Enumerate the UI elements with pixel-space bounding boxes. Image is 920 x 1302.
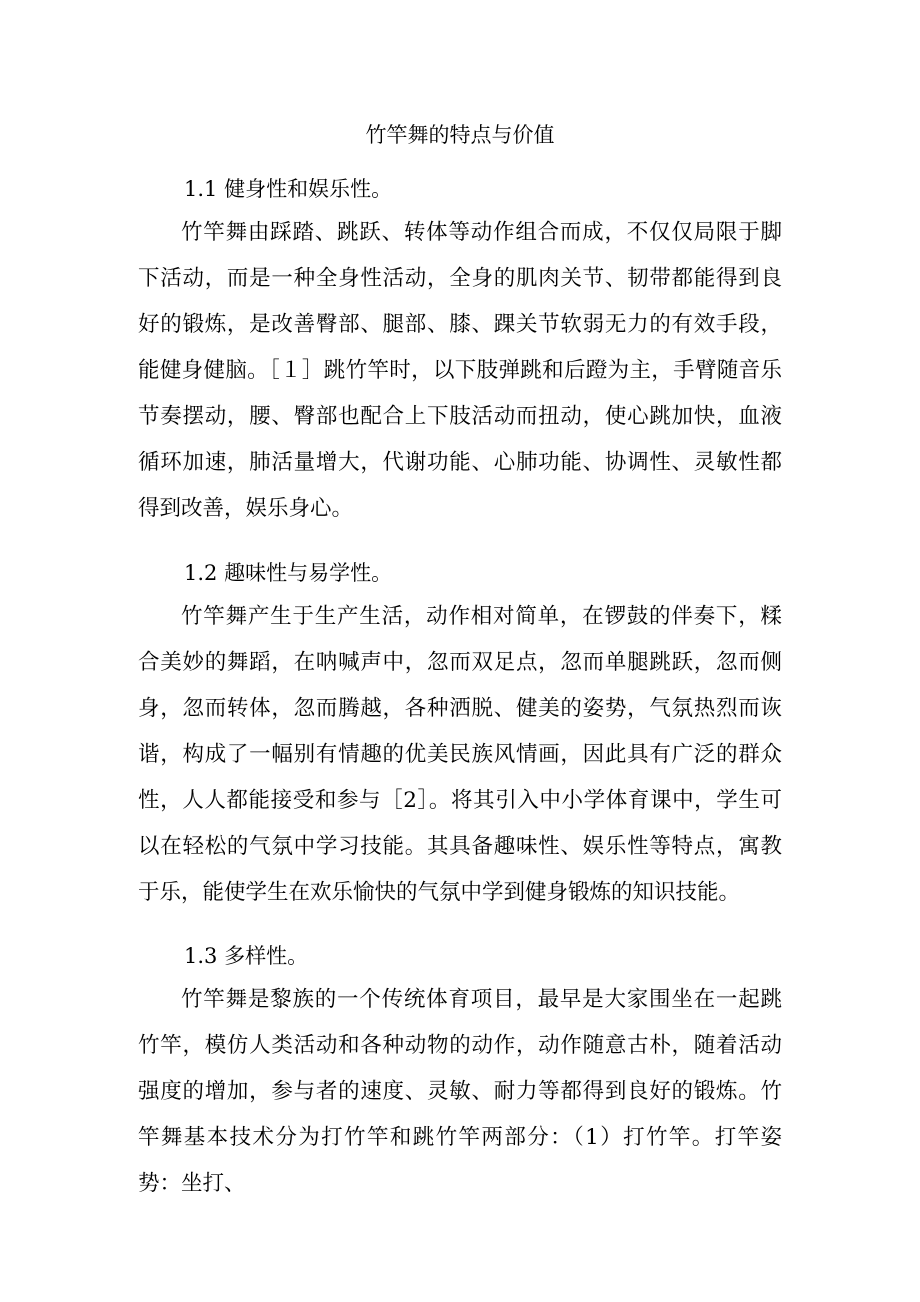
- section-heading-1-3: 1.3 多样性。: [184, 944, 309, 968]
- section-heading-1-1: 1.1 健身性和娱乐性。: [184, 177, 393, 201]
- section-heading-1-2: 1.2 趣味性与易学性。: [184, 561, 393, 585]
- section-body-1-3: 竹竿舞是黎族的一个传统体育项目，最早是大家围坐在一起跳竹竿，模仿人类活动和各种动物的动作，动作随意古朴，随着活动强度的增加，参与者的速度、灵敏、耐力等都得到良好的锻炼。竹竿舞基本技术分为打竹竿和跳竹竿两部分：（1）打竹竿。打竿姿势：坐打、: [138, 987, 782, 1196]
- section-body-1-1: 竹竿舞由踩踏、跳跃、转体等动作组合而成，不仅仅局限于脚下活动，而是一种全身性活动，全身的肌肉关节、韧带都能得到良好的锻炼，是改善臀部、腿部、膝、踝关节软弱无力的有效手段，能健身健脑。［１］跳竹竿时，以下肢弹跳和后蹬为主，手臂随音乐节奏摆动，腰、臀部也配合上下肢活动而扭动，使心跳加快，血液循环加速，肺活量增大，代谢功能、心肺功能、协调性、灵敏性都得到改善，娱乐身心。: [138, 220, 782, 521]
- document-title: 竹竿舞的特点与价值: [365, 123, 555, 147]
- section-body-1-2: 竹竿舞产生于生产生活，动作相对简单，在锣鼓的伴奏下，糅合美妙的舞蹈，在呐喊声中，忽而双足点，忽而单腿跳跃，忽而侧身，忽而转体，忽而腾越，各种洒脱、健美的姿势，气氛热烈而诙谐，构成了一幅别有情趣的优美民族风情画，因此具有广泛的群众性，人人都能接受和参与［2］。将其引入中小学体育课中，学生可以在轻松的气氛中学习技能。其具备趣味性、娱乐性等特点，寓教于乐，能使学生在欢乐愉快的气氛中学到健身锻炼的知识技能。: [138, 604, 782, 905]
